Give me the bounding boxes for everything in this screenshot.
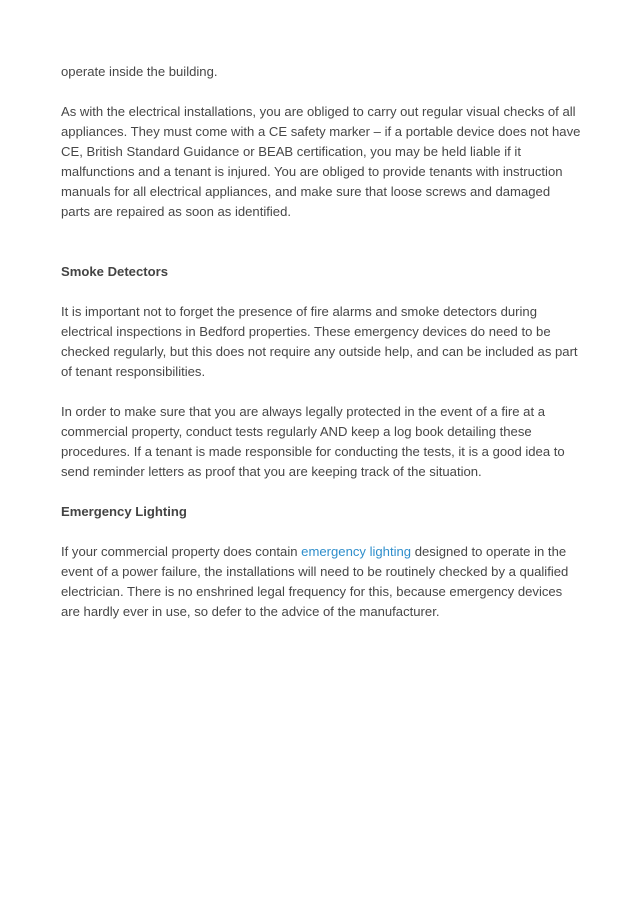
paragraph-emergency-lighting (61, 542, 581, 622)
emergency-lighting-link[interactable]: emergency lighting (301, 544, 412, 559)
intro-line: operate inside the building. (61, 64, 218, 79)
lighting-text-after: designed to operate in the event of a power failure, the installations will need to be routinely checked by a qualified electrician. There is no enshrined legal frequency for this, because emergency devices are hardly ever in use, so defer to the advice of the manufacturer. (61, 544, 569, 619)
paragraph-smoke-1: It is important not to forget the presence of fire alarms and smoke detectors during electrical inspections in Bedford properties. These emergency devices do need to be checked regularly, but this does not require any outside help, and can be included as part of tenant responsibilities. (61, 304, 578, 379)
heading-emergency-lighting: Emergency Lighting (61, 504, 187, 519)
paragraph-smoke-2: In order to make sure that you are always legally protected in the event of a fire at a commercial property, conduct tests regularly AND keep a log book detailing these procedures. If a tenant is made responsible for conducting the tests, it is a good idea to send reminder letters as proof that you are keeping track of the situation. (61, 404, 565, 479)
heading-smoke-detectors: Smoke Detectors (61, 264, 168, 279)
document-body (61, 62, 581, 622)
paragraph-appliances: As with the electrical installations, you are obliged to carry out regular visual checks of all appliances. They must come with a CE safety marker – if a portable device does not have CE, British Standard Guidance or BEAB certification, you may be held liable if it malfunctions and a tenant is injured. You are obliged to provide tenants with instruction manuals for all electrical appliances, and make sure that loose screws and damaged parts are repaired as soon as identified. (61, 104, 581, 219)
lighting-text-before: If your commercial property does contain (61, 544, 302, 559)
